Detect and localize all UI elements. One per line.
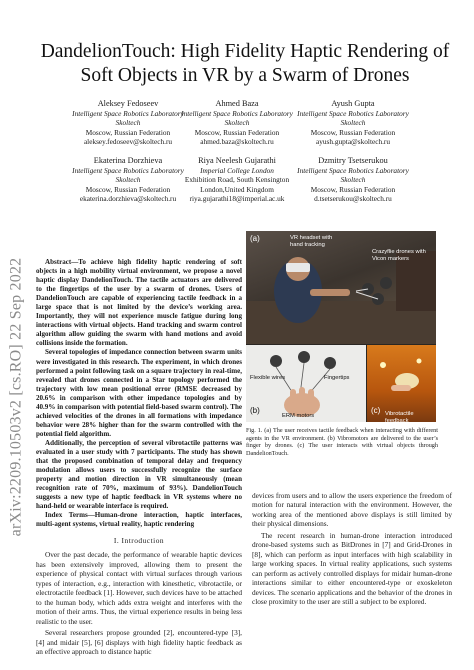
author-name: Ayush Gupta xyxy=(331,99,375,108)
author-org: Skoltech xyxy=(224,118,250,128)
label-fingertips: Fingertips xyxy=(324,375,350,381)
author-name: Dzmitry Tsetserukou xyxy=(318,156,388,165)
label-flexible-wires: Flexible wires xyxy=(250,375,286,381)
label-headset: VR headset with hand tracking xyxy=(290,235,333,248)
label-vibrotactile: Vibrotactile feedback xyxy=(385,411,414,422)
author-name: Riya Neelesh Gujarathi xyxy=(198,156,276,165)
author-address: Moscow, Russian Federation xyxy=(194,127,280,137)
panel-a-photo xyxy=(246,231,436,344)
author-org: Skoltech xyxy=(340,118,366,128)
author-affiliation: Intelligent Space Robotics Laboratory xyxy=(181,108,293,118)
author-email: ekaterina.dorzhieva@skoltech.ru xyxy=(79,194,177,204)
left-column xyxy=(36,258,242,656)
figure-1 xyxy=(246,231,436,422)
author-email: d.tsetserukou@skoltech.ru xyxy=(314,194,392,204)
panel-b-tag: (b) xyxy=(250,406,260,415)
right-paragraph-1: devices from users and to allow the users experience the freedom of motion for natural interaction with the environment. However, the working area of the mentioned above displays is still limited by their physical dimensions. xyxy=(252,491,452,529)
abstract-paragraph-2: Several topologies of impedance connection between swarm units were investigated in this research. The experiment, in which drones performed a point following task on a square trajectory in real-time, revealed that drones connected in a Star topology performed the trajectory with low mean positional error (RMSE decreased by 20.6% in comparison with other impedance topologies and by 40.9% in comparison with potential field-based swarm control). The achieved velocities of the drones in all formations with impedance behavior were 28% higher than for the swarm controlled with the potential field algorithm. xyxy=(36,348,242,438)
arxiv-stamp: arXiv:2209.10503v2 [cs.RO] 22 Sep 2022 xyxy=(7,257,24,537)
author-email: riya.gujarathi18@imperial.ac.uk xyxy=(189,194,285,204)
abstract-paragraph-1: Abstract—To achieve high fidelity haptic rendering of soft objects in a high mobility virtual environment, we propose a novel haptic display DandelionTouch. The tactile actuators are delivered to the fingertips of the user by a swarm of drones. Users of DandelionTouch are capable of experiencing tactile feedback in a large space that is not limited by the device’s working area. Importantly, they will not experience muscle fatigue during long interactions with virtual objects. Hand tracking and swarm control algorithm allow guiding the swarm with hand motions and avoid collisions inside the formation. xyxy=(36,258,242,348)
intro-paragraph-1: Over the past decade, the performance of wearable haptic devices has been extensively improved, allowing them to present the experience of physical contact with virtual surfaces through various types of interaction, e.g., interaction with kinesthetic, vibrotactile, or electrotactile feedback [1]. However, such devices have to be attached to the human body, which adds extra weight and interferes with the motion of their arms. Thus, the virtual experience results in being less realistic to the user. xyxy=(36,550,242,626)
author-org: Skoltech xyxy=(115,118,141,128)
author-org: Skoltech xyxy=(115,175,141,185)
section-heading: I. Introduction xyxy=(113,536,165,546)
author-affiliation: Intelligent Space Robotics Laboratory xyxy=(297,108,409,118)
author-affiliation: Intelligent Space Robotics Laboratory xyxy=(72,165,184,175)
right-paragraph-2: The recent research in human-drone interaction introduced drone-based systems such as BitDrones in [7] and Grid-Drones in [8], which can perform as input interfaces with high scalability in large working spaces. In virtual reality applications, such systems can perform as actively controlled displays for midair human-drone interactions similar to either encountered-type or exoskeleton devices. The scenario applications and the behavior of the drones in close proximity to the user are still a subject to be explored. xyxy=(252,530,452,606)
figure-panel-b xyxy=(246,345,366,422)
author-address: London,United Kingdom xyxy=(200,184,274,194)
author-email: ayush.gupta@skoltech.ru xyxy=(316,137,390,147)
author-block-3 xyxy=(273,99,433,147)
author-email: ahmed.baza@skoltech.ru xyxy=(200,137,274,147)
author-email: aleksey.fedoseev@skoltech.ru xyxy=(83,137,173,147)
intro-paragraph-2: Several researchers propose grounded [2], encountered-type [3], [4] and midair [5], [6] displays with high fidelity haptic feedback as an effective approach to distance haptic xyxy=(36,628,242,656)
figure-panel-a xyxy=(246,231,436,344)
panel-b-photo xyxy=(246,345,366,422)
author-affiliation: Intelligent Space Robotics Laboratory xyxy=(72,108,184,118)
author-name: Aleksey Fedoseev xyxy=(97,99,159,108)
paper-title: DandelionTouch: High Fidelity Haptic Rendering of Soft Objects in VR by a Swarm of Drones xyxy=(40,41,450,86)
author-name: Ahmed Baza xyxy=(215,99,259,108)
author-name: Ekaterina Dorzhieva xyxy=(93,156,163,165)
figure-panel-c xyxy=(367,345,436,422)
label-crazyflie: Crazyflie drones with Vicon markers xyxy=(372,249,426,262)
index-terms: Index Terms—Human-drone interaction, haptic interfaces, multi-agent systems, virtual reality, haptic rendering xyxy=(36,511,242,529)
author-org: Exhibition Road, South Kensington xyxy=(184,175,290,185)
author-org: Skoltech xyxy=(340,175,366,185)
author-address: Moscow, Russian Federation xyxy=(85,127,171,137)
author-address: Moscow, Russian Federation xyxy=(310,127,396,137)
panel-a-tag: (a) xyxy=(250,234,260,243)
panel-c-tag: (c) xyxy=(371,406,381,415)
author-affiliation: Imperial College London xyxy=(200,165,274,175)
author-address: Moscow, Russian Federation xyxy=(310,184,396,194)
abstract-paragraph-3: Additionally, the perception of several vibrotactile patterns was evaluated in a user study with 7 participants. The study has shown that the proposed combination of temporal delay and frequency modulation allows users to successfully recognize the surface property and motion direction in VR simultaneously (mean recognition rate of 70%, maximum of 93%). DandelionTouch suggests a new type of haptic feedback in VR systems where no hand-held or wearable interface is required. xyxy=(36,438,242,511)
author-block-6 xyxy=(273,156,433,204)
right-column xyxy=(252,491,452,606)
figure-caption: Fig. 1. (a) The user receives tactile feedback when interacting with different agents in the VR environment. (b) Vibromotors are delivered to the user’s finger by drones. (c) The user interacts with virtual objects through DandelionTouch. xyxy=(246,427,438,457)
author-address: Moscow, Russian Federation xyxy=(85,184,171,194)
label-erm-motors: ERM motors xyxy=(282,413,315,419)
author-affiliation: Intelligent Space Robotics Laboratory xyxy=(297,165,409,175)
